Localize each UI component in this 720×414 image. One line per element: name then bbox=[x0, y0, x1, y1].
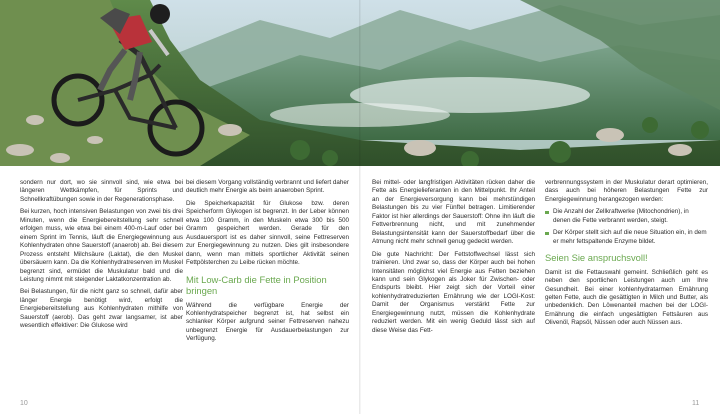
text-column-4 bbox=[545, 179, 708, 332]
section-heading: Seien Sie anspruchsvoll! bbox=[545, 252, 648, 264]
paragraph: Bei mittel- oder langfristigen Aktivitäten rücken daher die Fette als Energielieferanten in den Mittelpunkt. Ihr Anteil an der Energieversorgung kann bei mehrstündigen Belastungen bis zu vier Fünftel betragen. Limitierender Faktor ist hier allerdings der Sauerstoff: Ohne ihn läuft die Fettverbrennung nicht, und mit zunehmender Belastungsintensität kann der Sauerstoffbedarf über die Atmung nicht mehr schnell genug gedeckt werden. bbox=[372, 179, 535, 246]
list-item: Der Körper stellt sich auf die neue Situation ein, in dem er mehr fettspaltende Enzyme bildet. bbox=[545, 229, 708, 246]
list-item: Die Anzahl der Zellkraftwerke (Mitochondrien), in denen die Fette verbrannt werden, steigt. bbox=[545, 208, 708, 225]
paragraph: bei diesem Vorgang vollständig verbrannt und liefert daher deutlich mehr Energie als beim anaeroben Sprint. bbox=[186, 179, 349, 195]
bullet-list bbox=[545, 208, 708, 246]
page-number-left: 10 bbox=[20, 400, 28, 407]
section-heading: Mit Low-Carb die Fette in Position bringen bbox=[186, 273, 327, 297]
book-gutter bbox=[359, 0, 361, 414]
paragraph: sondern nur dort, wo sie sinnvoll sind, wie etwa bei längeren Wettkämpfen, für Sprints und Schnellkraftübungen sowie in der Regenerationsphase. bbox=[20, 179, 183, 203]
paragraph: Während die verfügbare Energie der Kohlenhydratspeicher begrenzt ist, hat selbst ein schlanker Körper aufgrund seiner Fettreserven nahezu unbegrenzt Energie für Ausdauerbelastungen zur Verfügung. bbox=[186, 301, 349, 343]
paragraph: Bei Belastungen, für die nicht ganz so schnell, dafür aber länger Energie benötigt wird, erfolgt die Energiebereitstellung aus Kohlenhydraten mithilfe von Sauerstoff (aerob). Das geht zwar langsamer, ist aber wesentlich effektiver: Die Glukose wird bbox=[20, 288, 183, 330]
text-column-3 bbox=[372, 179, 535, 339]
paragraph: Bei kurzen, hoch intensiven Belastungen von zwei bis drei Minuten, wenn die Energiebereitstellung sehr schnell erfolgen muss, wie etwa bei einem 400-m-Lauf oder bei einem Sprint im Tennis, läuft die Energiegewinnung aus Kohlenhydraten ohne Sauerstoff (anaerob) ab. Bei diesem Prozess entsteht Milchsäure (Laktat), die den Muskel übersäuern kann. Da die Kohlenhydratreserven im Muskel begrenzt sind, ermüdet die Muskulatur bald und die Leistung nimmt mit steigender Laktatkonzentration ab. bbox=[20, 208, 183, 283]
paragraph: verbrennungssystem in der Muskulatur derart optimieren, dass auch bei höheren Belastungen Fette zur Energiegewinnung herangezogen werden: bbox=[545, 179, 708, 203]
text-column-2 bbox=[186, 179, 349, 348]
paragraph: Die Speicherkapazität für Glukose bzw. deren Speicherform Glykogen ist begrenzt. In der Leber können etwa 100 Gramm, in den Muskeln etwa 300 bis 500 Gramm gespeichert werden. Gerade für den Ausdauersport ist es daher sinnvoll, seine Fettreserven zur Energiegewinnung zu nutzen. Dies gilt insbesondere dann, wenn man mittels sportlicher Aktivität seinen Fettpölsterchen zu Leibe rücken möchte. bbox=[186, 199, 349, 267]
paragraph: Die gute Nachricht: Der Fettstoffwechsel lässt sich trainieren. Und zwar so, dass der Körper auch bei hohen Intensitäten möglichst viel Energie aus Fetten beziehen kann und sein Glykogen als Joker für Zwischen- oder Endspurts bleibt. Hier zeigt sich der Vorteil einer kohlenhydratreduzierten Ernährung wie der LOGI-Kost: Damit der Organismus verstärkt Fette zur Energiegewinnung nutzt, müssen die Kohlenhydrate reduziert werden. Mit ein wenig Geduld lässt sich auf diese Weise das Fett- bbox=[372, 250, 535, 334]
page-number-right: 11 bbox=[692, 400, 700, 407]
text-column-1 bbox=[20, 179, 183, 335]
paragraph: Damit ist die Fettauswahl gemeint. Schließlich geht es neben den sportlichen Leistungen auch um Ihre Gesundheit. Bei einer kohlenhydratarmen Ernährung gelten Fette, auch die gesättigten in Milch und Butter, als unbedenklich. Den Löwenanteil machen bei der LOGI-Ernährung die einfach ungesättigten Fettsäuren aus Olivenöl, Rapsöl, Nüssen oder auch Nüssen aus. bbox=[545, 268, 708, 327]
